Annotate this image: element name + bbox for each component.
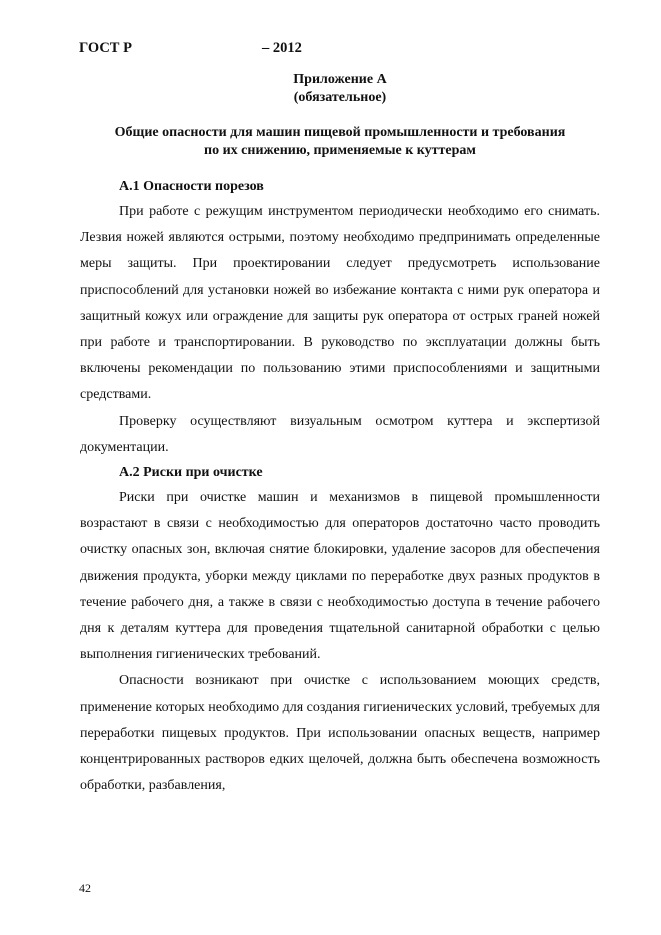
paragraph: Риски при очистке машин и механизмов в пищевой промышленности возрастают в связи с необходимостью для операторов достаточно часто проводить очистку опасных зон, включая снятие блокировки, удаление засоров для обеспечения движения продукта, уборки между циклами по переработке двух разных продуктов в течение рабочего дня, а также в связи с необходимостью доступа в течение рабочего дня к деталям куттера для проведения тщательной санитарной обработки с целью выполнения гигиенических требований. <box>80 490 600 663</box>
appendix-heading <box>80 124 600 160</box>
section-title: А.1 Опасности порезов <box>119 179 264 194</box>
section-title: А.2 Риски при очистке <box>119 465 263 481</box>
paragraph: Проверку осуществляют визуальным осмотром куттера и экспертизой документации. <box>80 413 600 455</box>
page-header <box>79 40 302 57</box>
paragraph: Опасности возникают при очистке с использованием моющих средств, применение которых необходимо для создания гигиенических условий, требуемых для переработки пищевых продуктов. При использовании опасных веществ, например концентрированных растворов едких щелочей, должна быть обеспечена возможность обработки, разбавления, <box>80 673 600 794</box>
standard-code: ГОСТ Р <box>79 40 132 56</box>
appendix-heading-line: по их снижению, применяемые к куттерам <box>204 143 476 158</box>
appendix-status: (обязательное) <box>293 90 387 105</box>
standard-year: – 2012 <box>262 40 302 56</box>
document-body <box>80 175 600 799</box>
paragraph: При работе с режущим инструментом периодически необходимо его снимать. Лезвия ножей являются острыми, поэтому необходимо предпринимать определенные меры защиты. При проектировании следует предусмотреть использование приспособлений для установки ножей во избежание контакта с ними рук оператора и защитный кожух или ограждение для защиты рук оператора от острых граней ножей при работе и транспортировании. В руководство по эксплуатации должны быть включены рекомендации по пользованию этими приспособлениями и защитными средствами. <box>80 204 600 403</box>
appendix-title: Приложение А <box>293 72 387 87</box>
page-number: 42 <box>79 881 91 895</box>
appendix-heading-line: Общие опасности для машин пищевой промышленности и требования <box>114 125 566 140</box>
